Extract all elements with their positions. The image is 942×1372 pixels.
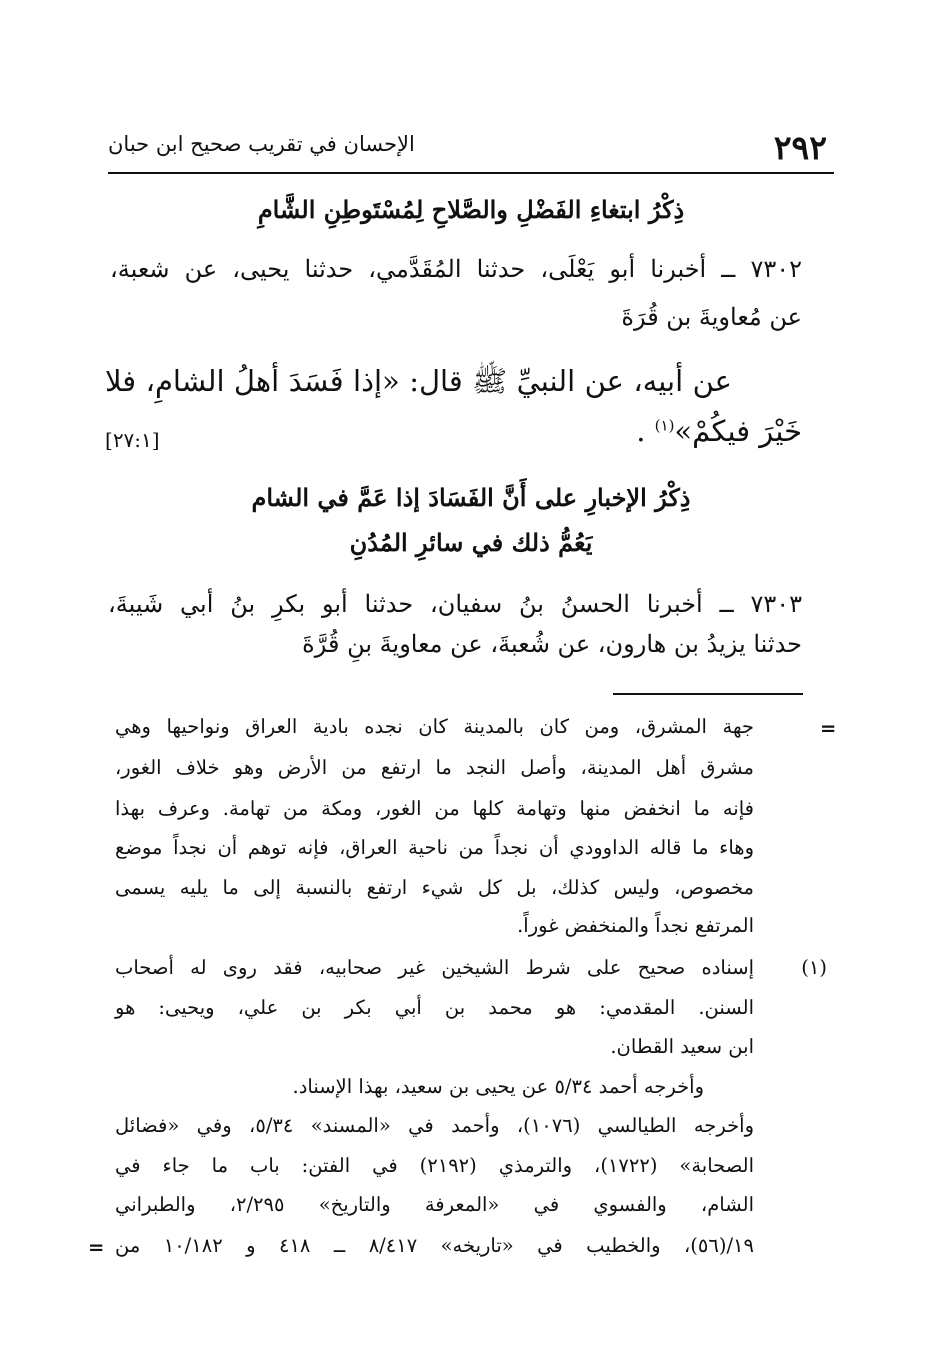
hadith-chain-line: حدثنا يزيدُ بن هارون، عن شُعبةَ، عن معاويةَ بنِ قُرَّةَ — [302, 630, 802, 658]
footnote-line: السنن. المقدمي: هو محمد بن أبي بكر بن علي، ويحيى: هو — [115, 996, 754, 1019]
hadith-matn-line: عن أبيه، عن النبيِّ ﷺ قال: «إذا فَسَدَ أهلُ الشامِ، فلا — [105, 364, 732, 398]
footnote-marker: (١) — [654, 416, 675, 435]
header-rule — [108, 172, 834, 174]
hadith-matn-text: خَيْرَ فيكُمْ» — [674, 414, 802, 448]
footnote-line: إسناده صحيح على شرط الشيخين غير صحابيه، فقد روى له أصحاب — [115, 956, 754, 979]
hadith-chain-line: عن مُعاويةَ بن قُرَةَ — [621, 303, 802, 331]
takhrij-line: الشام، والفسوي في «المعرفة والتاريخ» ٢/٢٩٥، والطبراني — [115, 1193, 754, 1216]
continuation-mark: = — [88, 1236, 105, 1259]
section-heading: ذِكْرُ ابتغاءِ الفَضْلِ والصَّلاحِ لِمُسْتَوطِنِ الشَّامِ — [257, 195, 685, 224]
hadith-chain-line: ٧٣٠٣ ــ أخبرنا الحسنُ بنُ سفيان، حدثنا أبو بكرِ بنُ أبي شَيبةَ، — [108, 590, 802, 618]
continuation-mark: = — [820, 717, 837, 740]
page-number: ٢٩٢ — [773, 128, 827, 167]
footnote-line: فإنه ما انخفض منها وتهامة كلها من الغور، ومكة من تهامة. وعرف بهذا — [115, 797, 754, 820]
footnote-line: مشرق أهل المدينة، وأصل النجد ما ارتفع من الأرض وهو خلاف الغور، — [115, 756, 754, 779]
takhrij-line: وأخرجه الطيالسي (١٠٧٦)، وأحمد في «المسند» ٥/٣٤، وفي «فضائل — [115, 1114, 754, 1137]
takhrij-line: ١٩/(٥٦)، والخطيب في «تاريخه» ٨/٤١٧ ــ ٤١٨ و ١٠/١٨٢ من — [115, 1234, 754, 1257]
footnote-line: جهة المشرق، ومن كان بالمدينة كان نجده بادية العراق ونواحيها وهي — [115, 715, 754, 738]
section-heading: ذِكْرُ الإخبارِ على أَنَّ الفَسَادَ إذا عَمَّ في الشام — [251, 483, 691, 512]
hadith-matn-line — [636, 414, 802, 448]
footnote-separator — [613, 693, 803, 695]
footnote-line: المرتفع نجداً والمنخفض غوراً. — [517, 914, 754, 937]
footnote-line: ابن سعيد القطان. — [610, 1035, 754, 1058]
hadith-chain-line: ٧٣٠٢ ــ أخبرنا أبو يَعْلَى، حدثنا المُقَدَّمي، حدثنا يحيى، عن شعبة، — [110, 255, 802, 283]
footnote-number: (١) — [801, 956, 827, 979]
takhrij-line: وأخرجه أحمد ٥/٣٤ عن يحيى بن سعيد، بهذا الإسناد. — [292, 1075, 704, 1098]
footnote-line: وهاء ما قاله الداوودي أن نجداً من ناحية العراق، فإنه توهم أن نجداً موضع — [115, 836, 754, 859]
section-heading: يَعُمُّ ذلك في سائرِ المُدُنِ — [349, 528, 593, 557]
book-title: الإحسان في تقريب صحيح ابن حبان — [108, 132, 415, 156]
footnote-line: مخصوص، وليس كذلك، بل كل شيء ارتفع بالنسبة إلى ما يليه يسمى — [115, 876, 754, 899]
takhrij-line: الصحابة» (١٧٢٢)، والترمذي (٢١٩٢) في الفتن: باب ما جاء في — [115, 1154, 754, 1177]
hadith-reference: [٢٧:١] — [105, 428, 160, 452]
hadith-matn-end: . — [636, 414, 646, 448]
